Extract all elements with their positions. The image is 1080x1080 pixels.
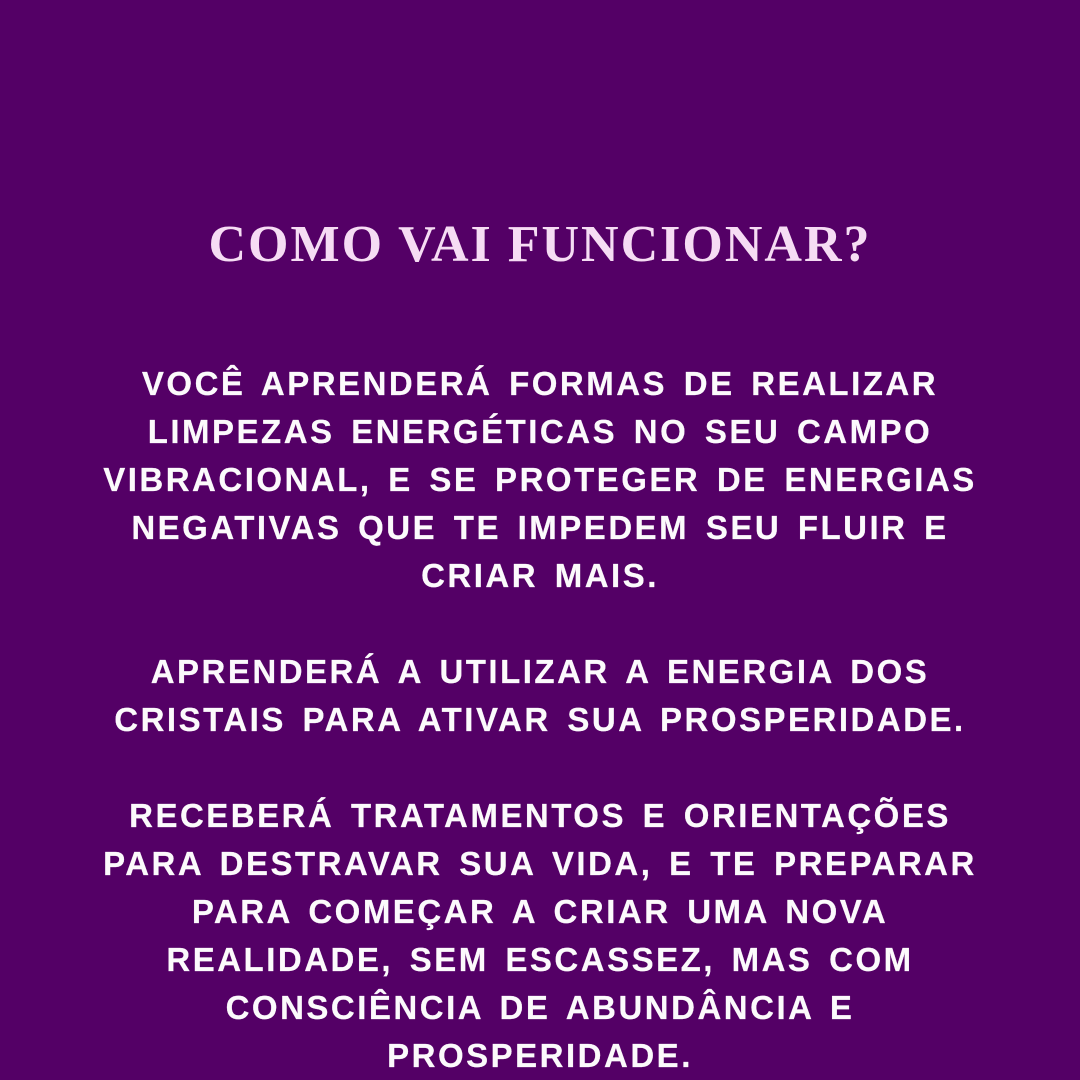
- slide-body: [80, 360, 1000, 1080]
- paragraph-energy-cleansing: VOCÊ APRENDERÁ FORMAS DE REALIZAR LIMPEZAS ENERGÉTICAS NO SEU CAMPO VIBRACIONAL, E SE PROTEGER DE ENERGIAS NEGATIVAS QUE TE IMPEDEM SEU FLUIR E CRIAR MAIS.: [103, 365, 977, 594]
- slide-title: COMO VAI FUNCIONAR?: [208, 216, 872, 273]
- paragraph-treatments: RECEBERÁ TRATAMENTOS E ORIENTAÇÕES PARA DESTRAVAR SUA VIDA, E TE PREPARAR PARA COMEÇAR A CRIAR UMA NOVA REALIDADE, SEM ESCASSEZ, MAS COM CONSCIÊNCIA DE ABUNDÂNCIA E PROSPERIDADE.: [103, 797, 977, 1074]
- paragraph-crystals: APRENDERÁ A UTILIZAR A ENERGIA DOS CRISTAIS PARA ATIVAR SUA PROSPERIDADE.: [114, 653, 966, 738]
